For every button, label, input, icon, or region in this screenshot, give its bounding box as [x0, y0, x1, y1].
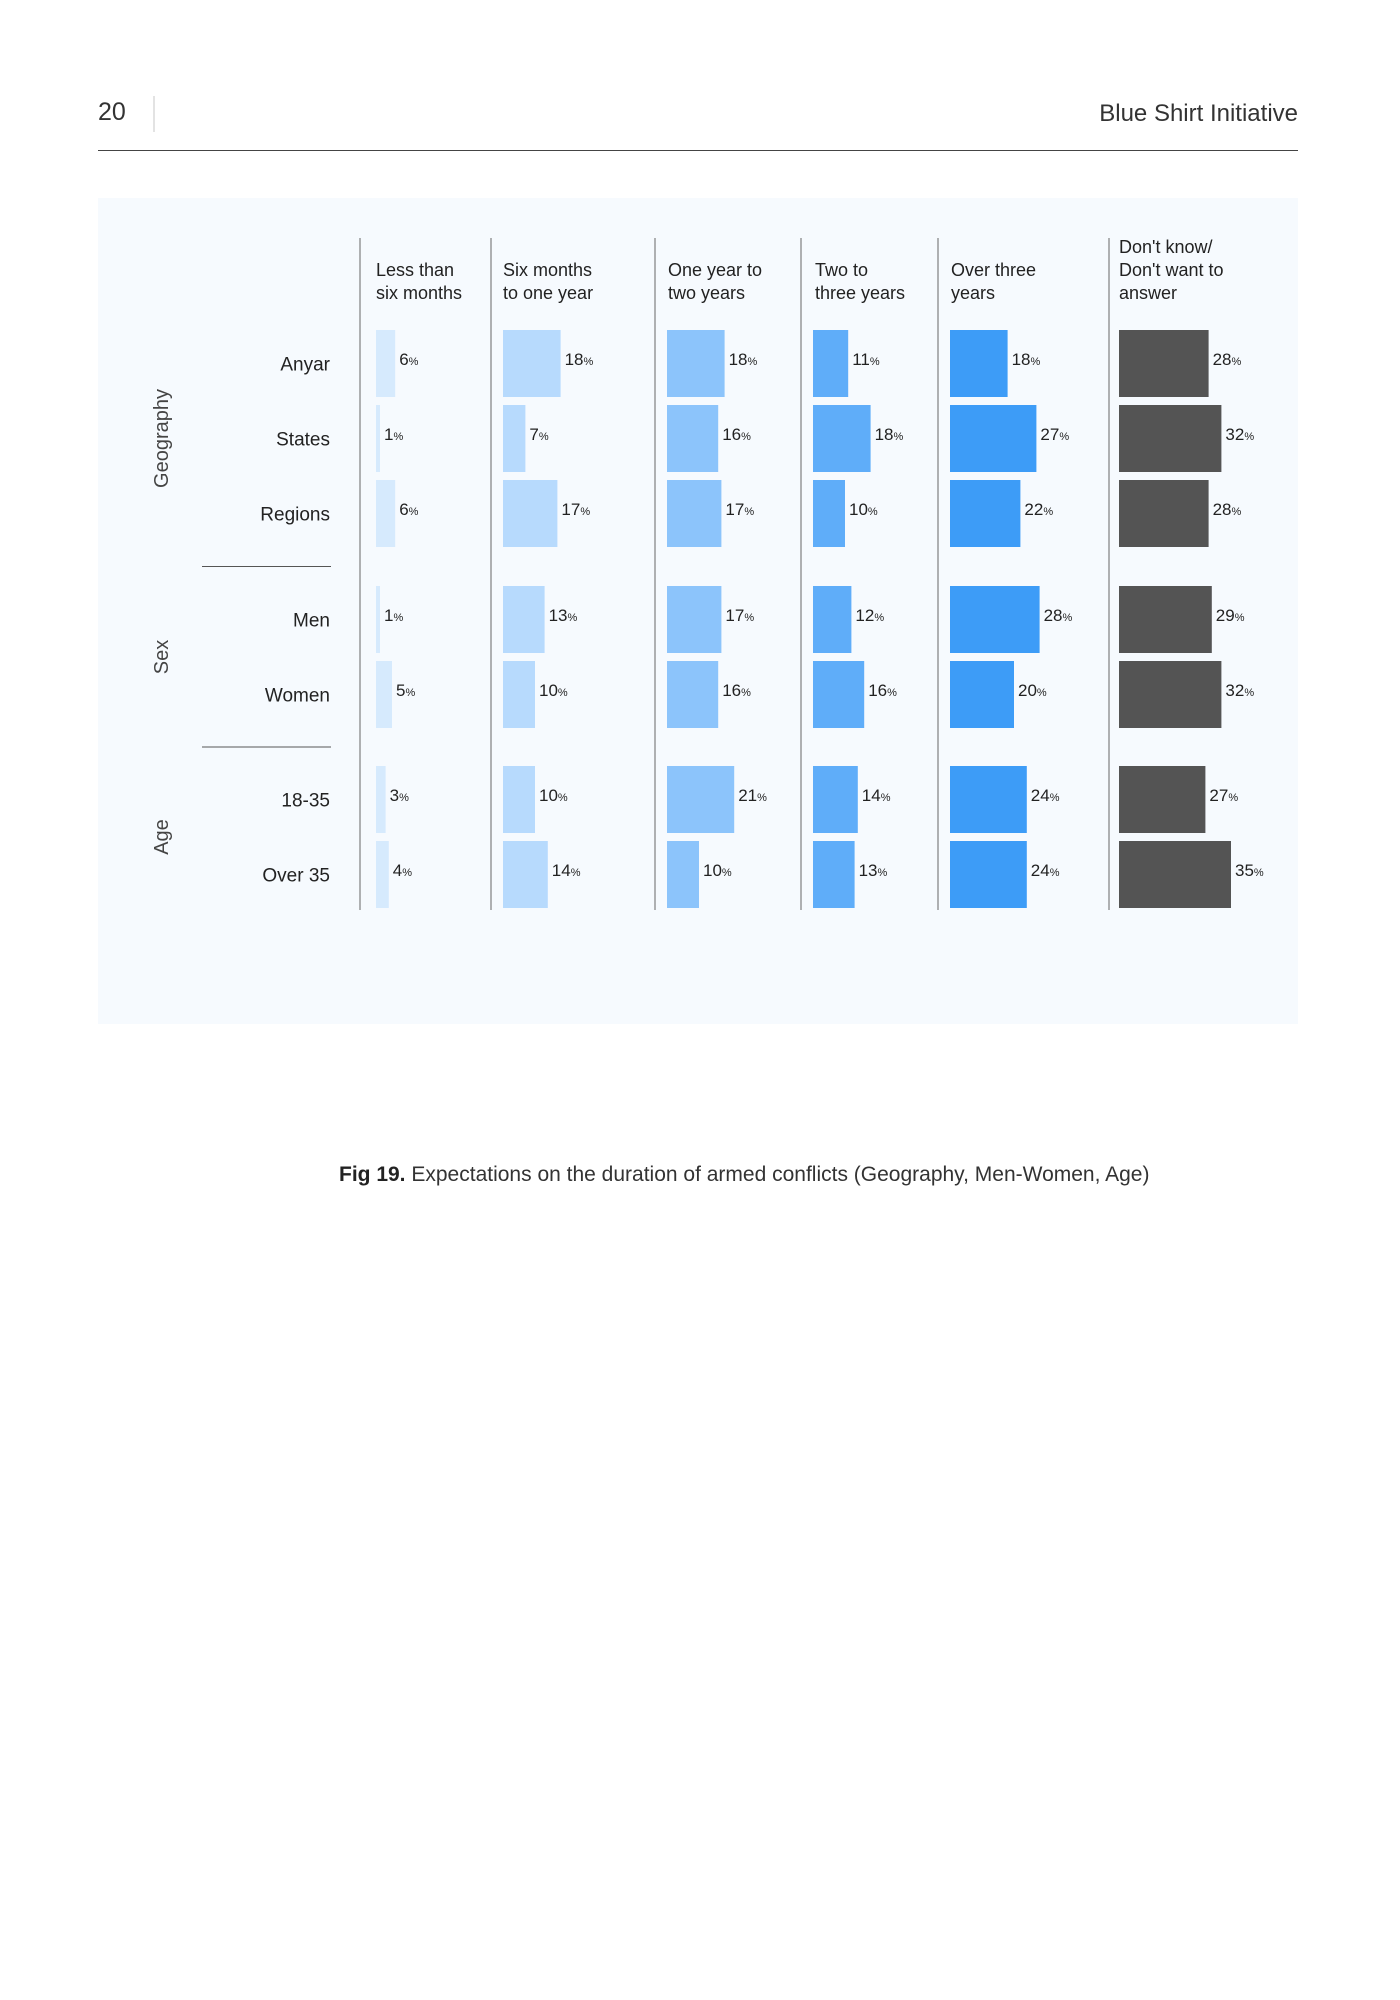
bar	[813, 330, 848, 397]
bar	[1119, 841, 1231, 908]
data-label: 32%	[1225, 425, 1255, 444]
data-label: 10%	[539, 681, 568, 700]
bar	[503, 330, 561, 397]
bar	[376, 586, 380, 653]
data-label: 17%	[725, 606, 755, 625]
data-label: 5%	[396, 681, 416, 700]
group-label: Geography	[151, 389, 173, 488]
row-label: Women	[264, 685, 330, 707]
column-header-1: Less than	[376, 260, 455, 280]
column-header-3: two years	[668, 283, 746, 303]
bar	[503, 480, 557, 547]
bar	[813, 405, 871, 472]
bar	[813, 586, 851, 653]
column-header-2: Six months	[503, 260, 593, 280]
bar	[376, 841, 389, 908]
bar	[503, 661, 535, 728]
column-header-6: Don't want to	[1119, 260, 1224, 280]
column-header-3: One year to	[668, 260, 763, 280]
data-label: 28%	[1043, 606, 1073, 625]
bar	[503, 405, 525, 472]
data-label: 14%	[551, 861, 581, 880]
data-label: 3%	[389, 786, 409, 805]
data-label: 20%	[1018, 681, 1047, 700]
bar	[813, 841, 855, 908]
bar	[950, 841, 1027, 908]
data-label: 4%	[392, 861, 413, 880]
data-label: 17%	[725, 500, 755, 519]
column-header-6: answer	[1119, 283, 1178, 303]
bar	[376, 661, 392, 728]
caption-text: Expectations on the duration of armed conflicts (Geography, Men-Women, Age)	[411, 1163, 1150, 1186]
bar	[667, 661, 718, 728]
bar	[950, 405, 1036, 472]
group-label: Age	[151, 819, 173, 855]
data-label: 18%	[728, 350, 758, 369]
data-label: 27%	[1209, 786, 1239, 805]
data-label: 1%	[384, 606, 404, 625]
header-rule	[98, 150, 1298, 151]
bar	[1119, 405, 1221, 472]
bar	[503, 586, 545, 653]
data-label: 16%	[722, 425, 751, 444]
column-header-1: six months	[376, 283, 463, 303]
page-number: 20	[98, 98, 126, 126]
data-label: 24%	[1030, 786, 1060, 805]
group-label: Sex	[151, 639, 173, 675]
data-label: 11%	[852, 350, 880, 369]
bar	[667, 841, 699, 908]
bar	[1119, 330, 1209, 397]
bar	[667, 330, 725, 397]
column-header-4: Two to	[815, 260, 869, 280]
bar	[950, 661, 1014, 728]
running-title: Blue Shirt Initiative	[1099, 100, 1298, 127]
data-label: 22%	[1024, 500, 1054, 519]
column-header-6: Don't know/	[1119, 237, 1213, 257]
data-label: 28%	[1212, 350, 1242, 369]
bar	[950, 766, 1027, 833]
bar	[376, 330, 395, 397]
column-header-5: Over three	[951, 260, 1037, 280]
data-label: 18%	[874, 425, 904, 444]
row-label: Over 35	[262, 865, 330, 887]
data-label: 24%	[1030, 861, 1060, 880]
data-label: 12%	[855, 606, 885, 625]
bar	[950, 586, 1040, 653]
data-label: 10%	[849, 500, 878, 519]
bar	[813, 661, 864, 728]
row-label: Men	[293, 610, 330, 632]
bar	[1119, 661, 1221, 728]
data-label: 18%	[564, 350, 594, 369]
caption-label: Fig 19.	[339, 1163, 406, 1186]
column-header-2: to one year	[503, 283, 594, 303]
header-divider	[153, 96, 155, 132]
bar	[667, 480, 721, 547]
data-label: 6%	[399, 350, 419, 369]
data-label: 13%	[858, 861, 888, 880]
bar	[950, 330, 1008, 397]
data-label: 10%	[539, 786, 568, 805]
data-label: 32%	[1225, 681, 1255, 700]
row-label: 18-35	[281, 790, 330, 812]
data-label: 16%	[868, 681, 897, 700]
data-label: 17%	[561, 500, 591, 519]
bar	[1119, 480, 1209, 547]
bar	[813, 766, 858, 833]
row-label: Anyar	[280, 354, 330, 376]
bar	[667, 405, 718, 472]
bar	[503, 766, 535, 833]
bar	[376, 480, 395, 547]
data-label: 6%	[399, 500, 419, 519]
data-label: 29%	[1215, 606, 1245, 625]
row-label: States	[276, 429, 330, 451]
bar	[376, 405, 380, 472]
data-label: 28%	[1212, 500, 1242, 519]
data-label: 1%	[384, 425, 404, 444]
row-label: Regions	[260, 504, 330, 526]
bar	[667, 766, 734, 833]
data-label: 16%	[722, 681, 751, 700]
column-header-5: years	[951, 283, 996, 303]
figure-panel	[98, 198, 1298, 1186]
bar	[950, 480, 1020, 547]
data-label: 27%	[1040, 425, 1070, 444]
bar	[503, 841, 548, 908]
data-label: 13%	[548, 606, 578, 625]
data-label: 18%	[1011, 350, 1041, 369]
bar	[1119, 766, 1205, 833]
bar	[813, 480, 845, 547]
column-header-4: three years	[815, 283, 906, 303]
bar-chart	[98, 198, 1298, 1024]
data-label: 35%	[1235, 861, 1264, 880]
bar	[1119, 586, 1212, 653]
data-label: 10%	[703, 861, 732, 880]
data-label: 7%	[529, 425, 549, 444]
bar	[667, 586, 721, 653]
data-label: 14%	[861, 786, 891, 805]
figure-caption	[339, 1163, 1149, 1187]
data-label: 21%	[738, 786, 767, 805]
bar	[376, 766, 386, 833]
